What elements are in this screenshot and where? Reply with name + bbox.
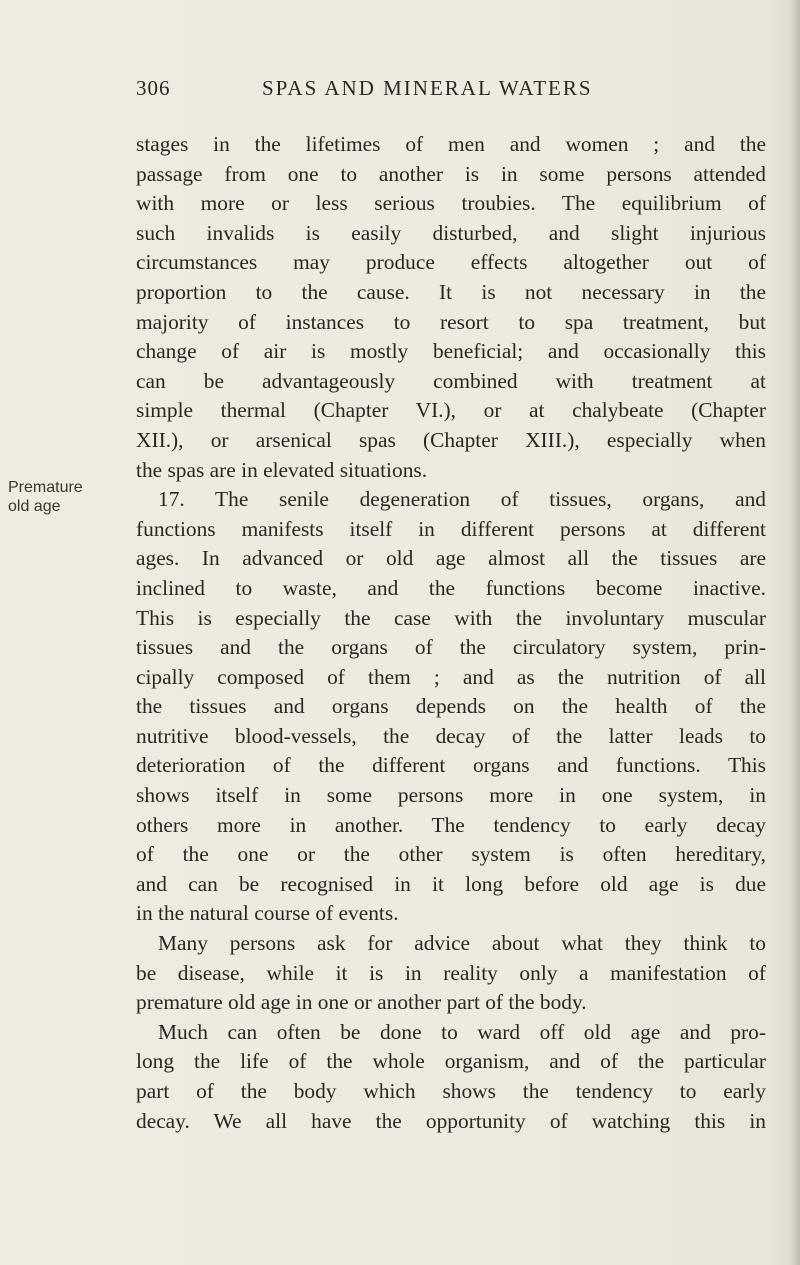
text-line: passage from one to another is in some persons attended [136, 161, 766, 186]
page-number: 306 [136, 76, 171, 100]
text-line: stages in the lifetimes of men and women ; and the [136, 132, 766, 156]
text-line: simple thermal (Chapter VI.), or at chalybeate (Chapter [136, 398, 766, 423]
text-line: deterioration of the different organs and functions. This [136, 753, 766, 778]
margin-note-line: Premature [8, 479, 83, 496]
text-line: and can be recognised in it long before old age is due [136, 871, 766, 896]
text-line: shows itself in some persons more in one system, in [136, 783, 766, 808]
text-line: change of air is mostly beneficial; and occasionally this [136, 339, 766, 364]
text-line: the tissues and organs depends on the health of the [136, 694, 766, 719]
text-line: inclined to waste, and the functions become inactive. [136, 575, 766, 600]
text-line: tissues and the organs of the circulatory system, prin- [136, 635, 766, 660]
text-line: premature old age in one or another part of the body. [136, 990, 587, 1015]
text-line: decay. We all have the opportunity of watching this in [136, 1108, 766, 1133]
text-line: This is especially the case with the involuntary muscular [136, 605, 766, 630]
page-header [0, 76, 800, 106]
text-line: ages. In advanced or old age almost all the tissues are [136, 546, 766, 571]
text-line: functions manifests itself in different persons at different [136, 516, 766, 541]
text-line: can be advantageously combined with treatment at [136, 368, 766, 393]
text-line: majority of instances to resort to spa treatment, but [136, 309, 766, 334]
text-line: part of the body which shows the tendency to early [136, 1079, 766, 1103]
page-edge-shadow [790, 0, 800, 1265]
text-line: long the life of the whole organism, and of the particular [136, 1049, 766, 1074]
text-line: proportion to the cause. It is not necessary in the [136, 279, 766, 304]
paragraph-start: Many persons ask for advice about what they think to [158, 931, 766, 956]
paragraph-start: Much can often be done to ward off old age and pro- [158, 1019, 766, 1044]
text-line: others more in another. The tendency to early decay [136, 812, 766, 837]
text-line: with more or less serious troubies. The equilibrium of [136, 191, 766, 216]
text-line: be disease, while it is in reality only a manifestation of [136, 960, 766, 985]
text-line: XII.), or arsenical spas (Chapter XIII.), especially when [136, 427, 766, 452]
running-title: SPAS AND MINERAL WATERS [262, 76, 593, 100]
text-line: such invalids is easily disturbed, and slight injurious [136, 220, 766, 245]
margin-note [8, 478, 98, 516]
text-line: nutritive blood-vessels, the decay of the latter leads to [136, 723, 766, 748]
text-line: cipally composed of them ; and as the nutrition of all [136, 664, 766, 689]
text-line: in the natural course of events. [136, 901, 399, 926]
section-17-start: 17. The senile degeneration of tissues, organs, and [158, 487, 766, 512]
margin-note-line: old age [8, 498, 61, 515]
text-line: circumstances may produce effects altogether out of [136, 250, 766, 275]
text-line: of the one or the other system is often hereditary, [136, 842, 766, 867]
text-line: the spas are in elevated situations. [136, 457, 428, 482]
body-text [136, 130, 766, 1136]
